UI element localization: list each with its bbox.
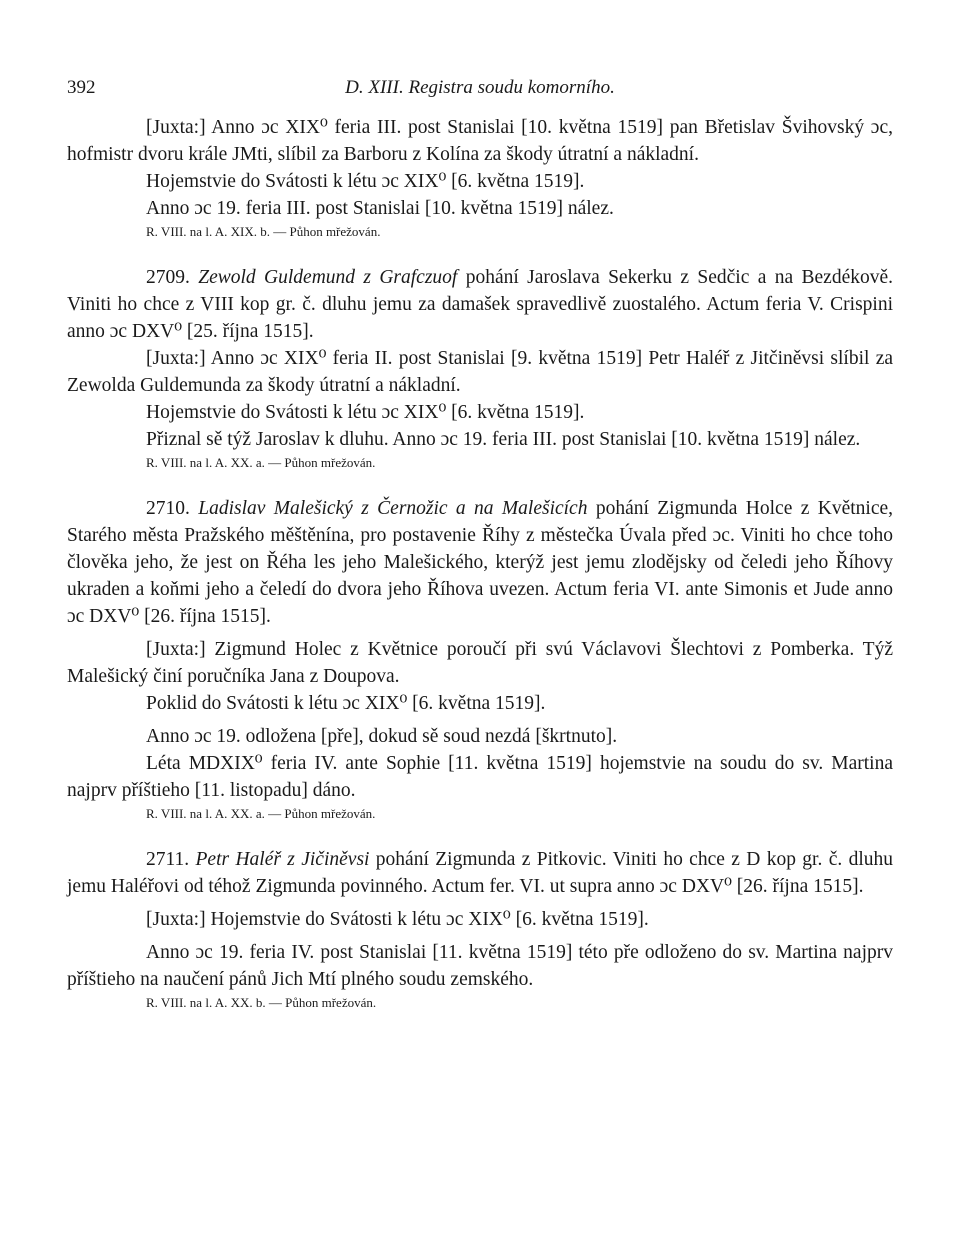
page-number: 392 — [67, 77, 96, 98]
entry-text: pohání Zigmunda z Pitkovic. Viniti ho chce z D kop gr. č. dluhu jemu Haléřovi od téhož Zigmunda povinného. Actum fer. VI. ut supra anno ɔc DXV⁰ [26. října 1515]. — [67, 849, 893, 897]
paragraph: Anno ɔc 19. feria IV. post Stanislai [11. května 1519] této pře odloženo do sv. Martina najprv příštieho na naučení pánů Jich Mtí plného soudu zemského. — [67, 942, 893, 990]
source-note: R. VIII. na l. A. XX. a. — Půhon mřežován. — [146, 455, 376, 470]
continuation-block — [67, 114, 893, 242]
entry-number: 2711. — [146, 849, 190, 870]
paragraph: Přiznal sě týž Jaroslav k dluhu. Anno ɔc 19. feria III. post Stanislai [10. května 1519] nález. — [146, 429, 861, 450]
paragraph: Hojemstvie do Svátosti k létu ɔc XIX⁰ [6. května 1519]. — [146, 171, 585, 192]
source-note: R. VIII. na l. A. XX. b. — Půhon mřežován. — [146, 995, 377, 1010]
paragraph: [Juxta:] Zigmund Holec z Květnice poroučí při svú Václavovi Šlechtovi z Pomberka. Týž Malešický činí poručníka Jana z Doupova. — [67, 639, 893, 687]
document-page — [67, 74, 893, 1015]
source-note: R. VIII. na l. A. XX. a. — Půhon mřežován. — [146, 806, 376, 821]
entry-text: pohání Jaroslava Sekerku z Sedčic a na Bezdékově. Viniti ho chce z VIII kop gr. č. dluhu jemu za damašek spravedlivě zuostalého. Actum feria V. Crispini anno ɔc DXV⁰ [25. října 1515]. — [67, 267, 894, 342]
paragraph: Anno ɔc 19. feria III. post Stanislai [10. května 1519] nález. — [146, 198, 614, 219]
entry-text: pohání Zigmunda Holce z Květnice, Starého města Pražského měštěnína, pro postavenie Říhy z městečka Úvala před ɔc. Viniti ho chce toho člověka jeho, že jest on Řéha les jeho Malešického, kterýž jest jemu zlodějsky od čeledi jeho Říhovy ukraden a koňmi jeho a čeledí do dvora jeho Říhova uvezen. Actum feria VI. ante Simonis et Jude anno ɔc DXV⁰ [26. října 1515]. — [67, 498, 894, 627]
paragraph: [Juxta:] Hojemstvie do Svátosti k létu ɔc XIX⁰ [6. května 1519]. — [146, 909, 649, 930]
entry-head — [67, 846, 893, 900]
party-names: Petr Haléř z Jičiněvsi — [195, 849, 370, 870]
entry-2711 — [67, 846, 893, 1013]
page-header — [67, 74, 893, 102]
entry-2710 — [67, 495, 893, 824]
source-note: R. VIII. na l. A. XIX. b. — Půhon mřežován. — [146, 224, 381, 239]
entry-head — [67, 264, 893, 345]
party-names: Ladislav Malešický z Černožic a na Malešicích — [198, 498, 588, 519]
paragraph: [Juxta:] Anno ɔc XIX⁰ feria III. post Stanislai [10. května 1519] pan Břetislav Švihovský ɔc, hofmistr dvoru krále JMti, slíbil za Barboru z Kolína za škody útratní a nákladní. — [67, 117, 893, 165]
paragraph: Hojemstvie do Svátosti k létu ɔc XIX⁰ [6. května 1519]. — [146, 402, 585, 423]
entry-head — [67, 495, 893, 630]
entry-2709 — [67, 264, 893, 473]
entry-number: 2709. — [146, 267, 190, 288]
paragraph: [Juxta:] Anno ɔc XIX⁰ feria II. post Stanislai [9. května 1519] Petr Haléř z Jitčiněvsi slíbil za Zewolda Guldemunda za škody útratní a nákladní. — [67, 348, 893, 396]
paragraph: Léta MDXIX⁰ feria IV. ante Sophie [11. května 1519] hojemstvie na soudu do sv. Martina najprv příštieho [11. listopadu] dáno. — [67, 753, 893, 801]
entry-number: 2710. — [146, 498, 190, 519]
paragraph: Poklid do Svátosti k létu ɔc XIX⁰ [6. května 1519]. — [146, 693, 546, 714]
running-title: D. XIII. Registra soudu komorního. — [345, 77, 615, 98]
party-names: Zewold Guldemund z Grafczuof — [198, 267, 458, 288]
paragraph: Anno ɔc 19. odložena [pře], dokud sě soud nezdá [škrtnuto]. — [146, 726, 618, 747]
